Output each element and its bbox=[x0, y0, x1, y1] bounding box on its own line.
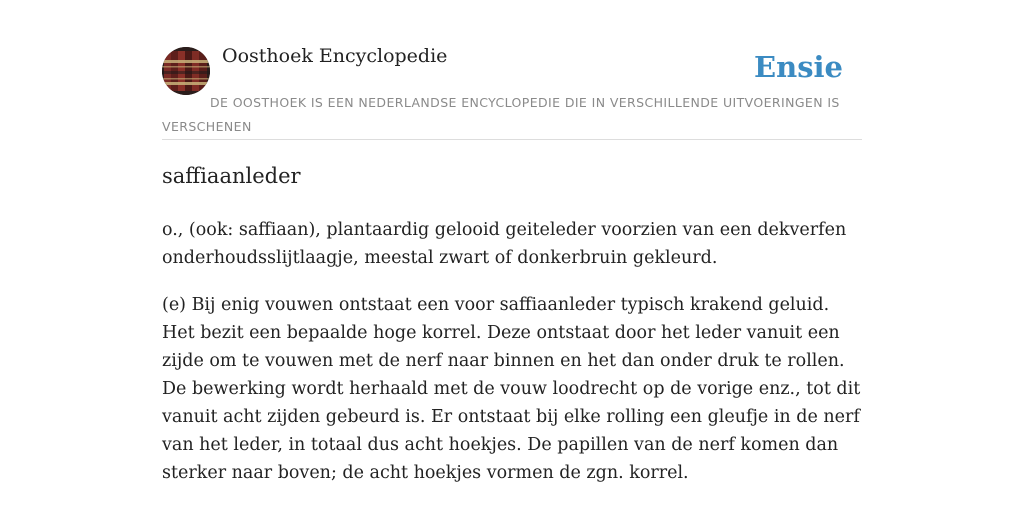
entry-headword: saffiaanleder bbox=[162, 164, 301, 188]
header-divider bbox=[162, 139, 862, 140]
site-title[interactable]: Oosthoek Encyclopedie bbox=[222, 45, 448, 67]
site-tagline: DE OOSTHOEK IS EEN NEDERLANDSE ENCYCLOPEDIE DIE IN VERSCHILLENDE UITVOERINGEN IS VERSCHENEN bbox=[162, 95, 840, 134]
entry-description-paragraph: (e) Bij enig vouwen ontstaat een voor saffiaanleder typisch krakend geluid. Het bezit een bepaalde hoge korrel. Deze ontstaat door het leder vanuit een zijde om te vouwen met de nerf naar binnen en het dan onder druk te rollen. De bewerking wordt herhaald met de vouw loodrecht op de vorige enz., tot dit vanuit acht zijden gebeurd is. Er ontstaat bij elke rolling een gleufje in de nerf van het leder, in totaal dus acht hoekjes. De papillen van de nerf komen dan sterker naar boven; de acht hoekjes vormen de zgn. korrel. bbox=[162, 295, 861, 483]
brand-logo-text[interactable]: Ensie bbox=[754, 50, 843, 84]
entry-definition-paragraph: o., (ook: saffiaan), plantaardig gelooid geiteleder voorzien van een dekverfen onderhoudsslijtlaagje, meestal zwart of donkerbruin gekleurd. bbox=[162, 220, 847, 268]
encyclopedia-books-icon[interactable] bbox=[162, 47, 210, 95]
